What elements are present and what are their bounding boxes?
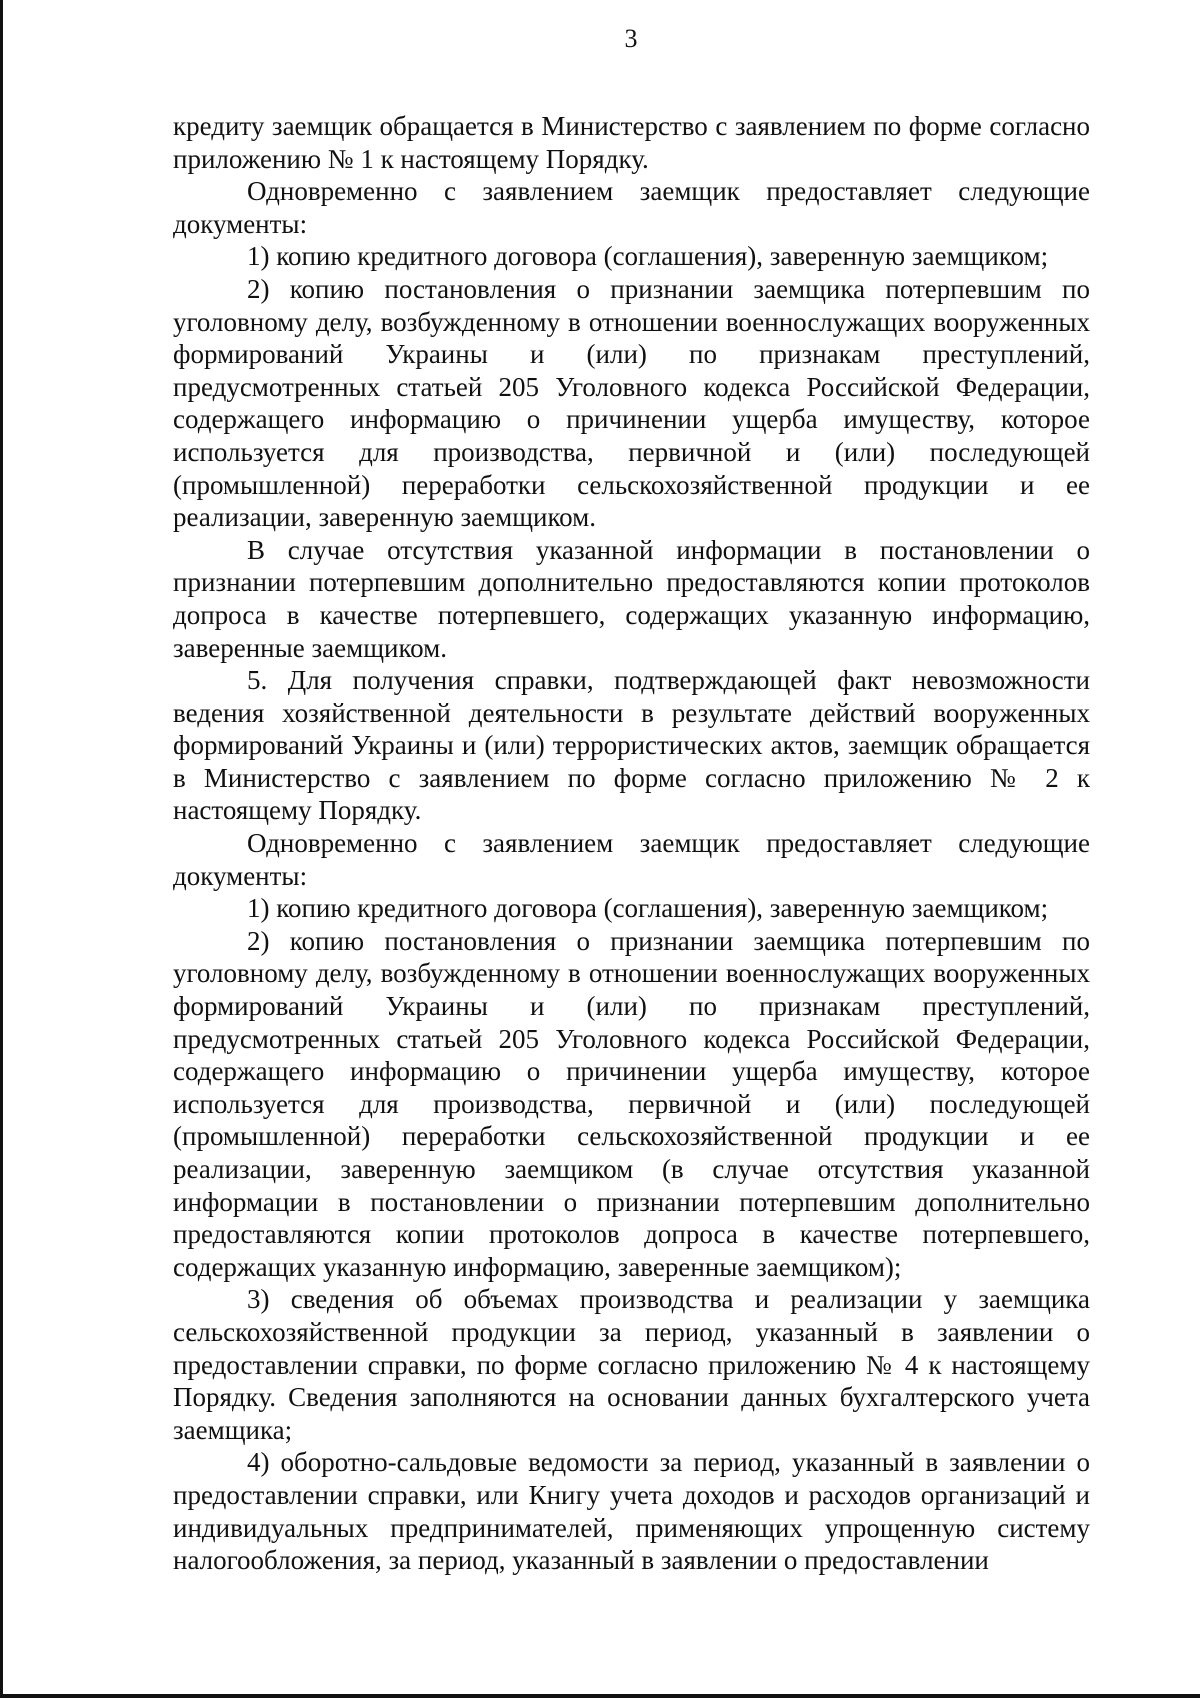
paragraph: В случае отсутствия указанной информации в постановлении о признании потерпевшим дополнительно предоставляются копии протоколов допроса в качестве потерпевшего, содержащих указанную информацию, заверенные заемщиком. (173, 534, 1090, 663)
scan-edge-left (0, 0, 3, 1698)
section-paragraph: 5. Для получения справки, подтверждающей факт невозможности ведения хозяйственной деятельности в результате действий вооруженных формирований Украины и (или) террористических актов, заемщик обращается в Министерство с заявлением по форме согласно приложению № 2 к настоящему Порядку. (173, 665, 1090, 826)
paragraph: кредиту заемщик обращается в Министерство с заявлением по форме согласно приложению № 1 к настоящему Порядку. (173, 111, 1090, 174)
list-item: 2) копию постановления о признании заемщика потерпевшим по уголовному делу, возбужденному в отношении военнослужащих вооруженных формирований Украины и (или) по признакам преступлений, предусмотренных статьей 205 Уголовного кодекса Российской Федерации, содержащего информацию о причинении ущерба имуществу, которое используется для производства, первичной и (или) последующей (промышленной) переработки сельскохозяйственной продукции и ее реализации, заверенную заемщиком (в случае отсутствия указанной информации в постановлении о признании потерпевшим дополнительно предоставляются копии протоколов допроса в качестве потерпевшего, содержащих указанную информацию, заверенные заемщиком); (173, 925, 1090, 1282)
paragraph: Одновременно с заявлением заемщик предоставляет следующие документы: (173, 828, 1090, 891)
list-item: 3) сведения об объемах производства и реализации у заемщика сельскохозяйственной продукции за период, указанный в заявлении о предоставлении справки, по форме согласно приложению № 4 к настоящему Порядку. Сведения заполняются на основании данных бухгалтерского учета заемщика; (173, 1284, 1090, 1445)
scan-edge-bottom (0, 1694, 1200, 1698)
list-item: 2) копию постановления о признании заемщика потерпевшим по уголовному делу, возбужденному в отношении военнослужащих вооруженных формирований Украины и (или) по признакам преступлений, предусмотренных статьей 205 Уголовного кодекса Российской Федерации, содержащего информацию о причинении ущерба имуществу, которое используется для производства, первичной и (или) последующей (промышленной) переработки сельскохозяйственной продукции и ее реализации, заверенную заемщиком. (173, 273, 1090, 533)
document-body (173, 110, 1090, 1577)
list-item: 4) оборотно-сальдовые ведомости за период, указанный в заявлении о предоставлении справки, или Книгу учета доходов и расходов организаций и индивидуальных предпринимателей, применяющих упрощенную систему налогообложения, за период, указанный в заявлении о предоставлении (173, 1447, 1090, 1576)
paragraph: Одновременно с заявлением заемщик предоставляет следующие документы: (173, 176, 1090, 239)
list-item: 1) копию кредитного договора (соглашения), заверенную заемщиком; (247, 893, 1049, 924)
page-number: 3 (624, 24, 638, 53)
list-item: 1) копию кредитного договора (соглашения), заверенную заемщиком; (247, 241, 1049, 272)
